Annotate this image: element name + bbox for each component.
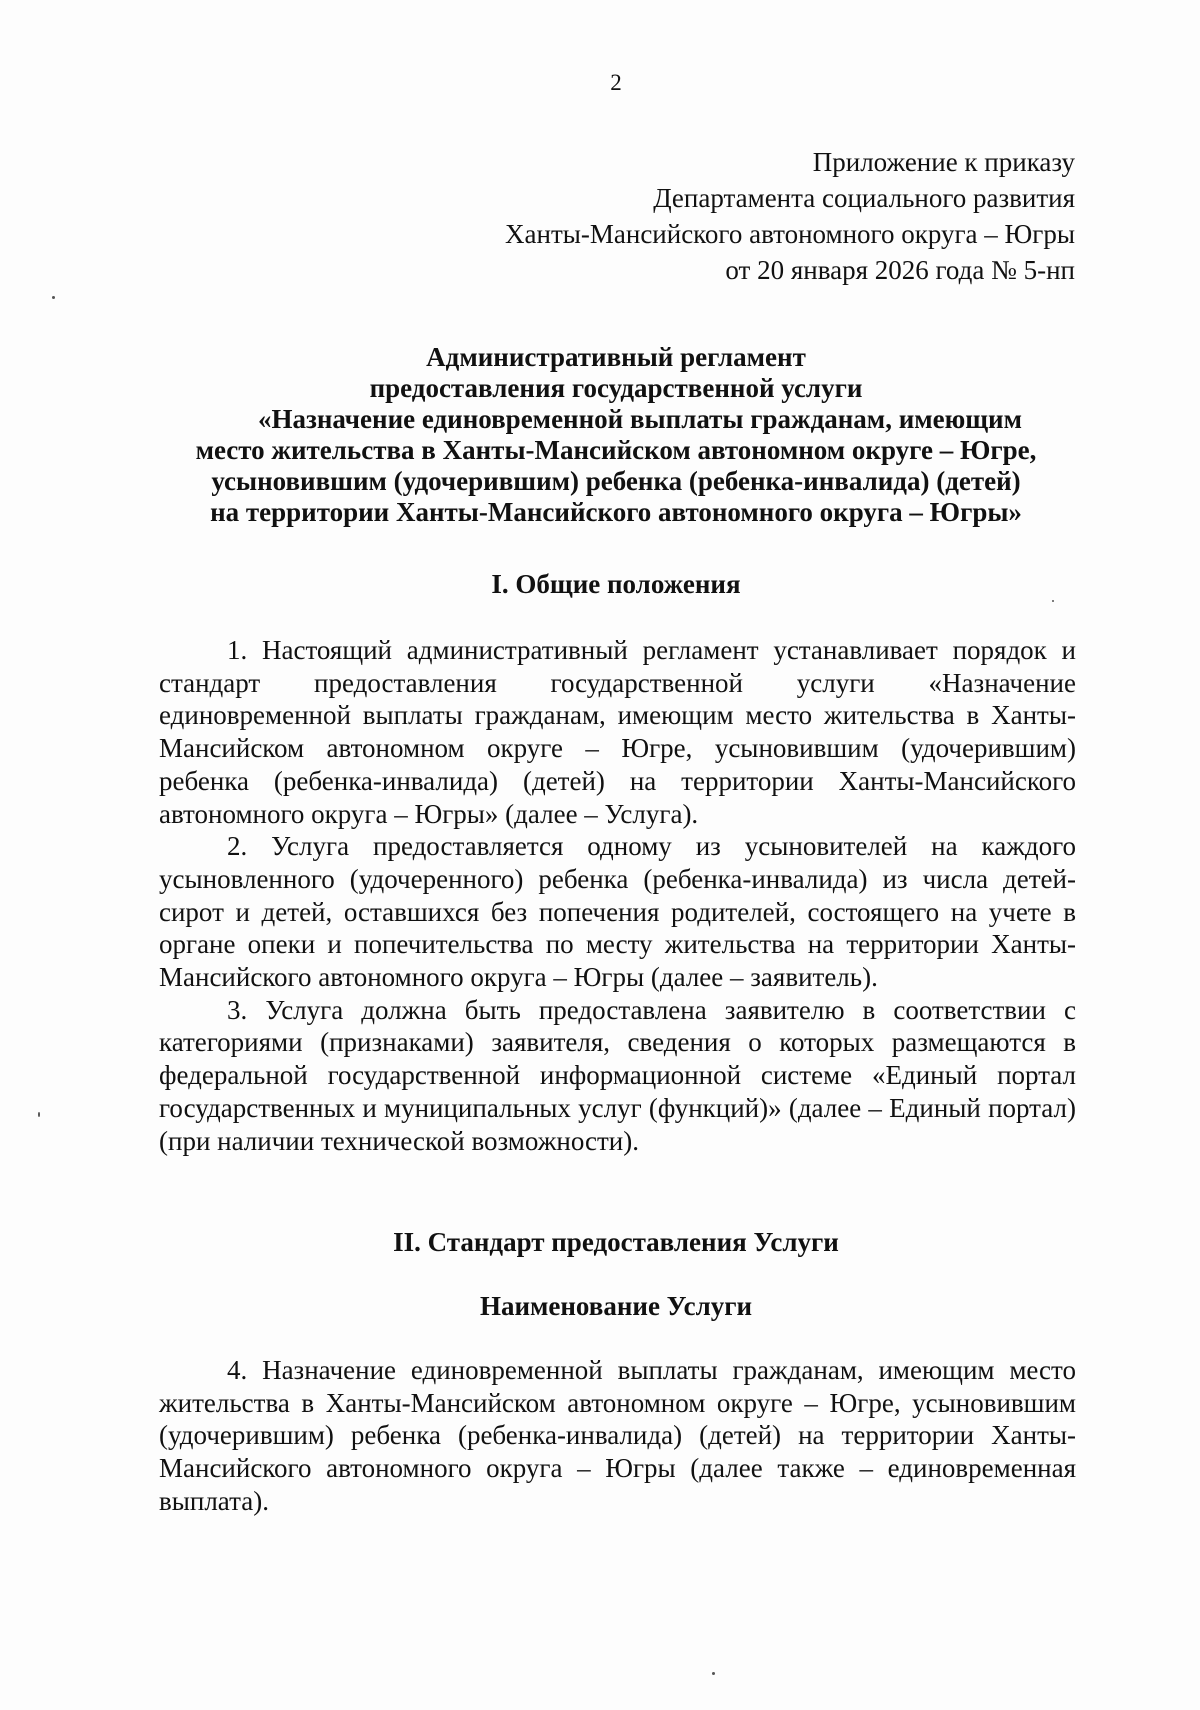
section-2-body xyxy=(159,1354,1076,1518)
section-2-subheading: Наименование Услуги xyxy=(479,1291,753,1321)
paragraph-3: 3. Услуга должна быть предоставлена заявителю в соответствии с категориями (признаками) заявителя, сведения о которых размещаются в федеральной государственной информационной системе «Единый портал государственных и муниципальных услуг (функций)» (далее – Единый портал) (при наличии технической возможности). xyxy=(159,994,1076,1156)
appendix-line-1: Приложение к приказу xyxy=(812,147,1075,177)
appendix-line-3: Ханты-Мансийского автономного округа – Югры xyxy=(505,219,1075,249)
document-title xyxy=(160,342,1072,528)
appendix-line-4: от 20 января 2026 года № 5-нп xyxy=(725,255,1075,285)
title-line-2: предоставления государственной услуги xyxy=(369,373,863,403)
paragraph-4: 4. Назначение единовременной выплаты гражданам, имеющим место жительства в Ханты-Мансийском автономном округе – Югре, усыновившим (удочерившим) ребенка (ребенка-инвалида) (детей) на территории Ханты-Мансийского автономного округа – Югры (далее также – единовременная выплата). xyxy=(159,1355,1076,1516)
appendix-header xyxy=(375,144,1075,288)
appendix-line-2: Департамента социального развития xyxy=(653,183,1075,213)
section-1-body xyxy=(159,634,1076,1157)
title-line-4: место жительства в Ханты-Мансийском автономном округе – Югре, xyxy=(195,435,1037,465)
title-line-6: на территории Ханты-Мансийского автономного округа – Югры» xyxy=(210,497,1022,527)
paragraph-2: 2. Услуга предоставляется одному из усыновителей на каждого усыновленного (удочеренного) ребенка (ребенка-инвалида) из числа детей-сирот и детей, оставшихся без попечения родителей, состоящего на учете в органе опеки и попечительства по месту жительства на территории Ханты-Мансийского автономного округа – Югры (далее – заявитель). xyxy=(159,831,1076,993)
scan-speck xyxy=(52,296,55,299)
scan-speck xyxy=(712,1672,715,1675)
title-line-1: Административный регламент xyxy=(426,342,806,372)
title-line-3: «Назначение единовременной выплаты гражданам, имеющим xyxy=(257,404,1022,434)
title-line-5: усыновившим (удочерившим) ребенка (ребенка-инвалида) (детей) xyxy=(211,466,1021,496)
scan-speck xyxy=(1052,600,1054,602)
page-number: 2 xyxy=(610,70,622,95)
paragraph-1: 1. Настоящий административный регламент устанавливает порядок и стандарт предоставления государственной услуги «Назначение единовременной выплаты гражданам, имеющим место жительства в Ханты-Мансийском автономном округе – Югре, усыновившим (удочерившим) ребенка (ребенка-инвалида) (детей) на территории Ханты-Мансийского автономного округа – Югры» (далее – Услуга). xyxy=(159,635,1076,829)
section-2-heading: II. Стандарт предоставления Услуги xyxy=(393,1227,839,1257)
section-1-heading: I. Общие положения xyxy=(491,569,741,599)
scan-speck xyxy=(38,1112,40,1117)
